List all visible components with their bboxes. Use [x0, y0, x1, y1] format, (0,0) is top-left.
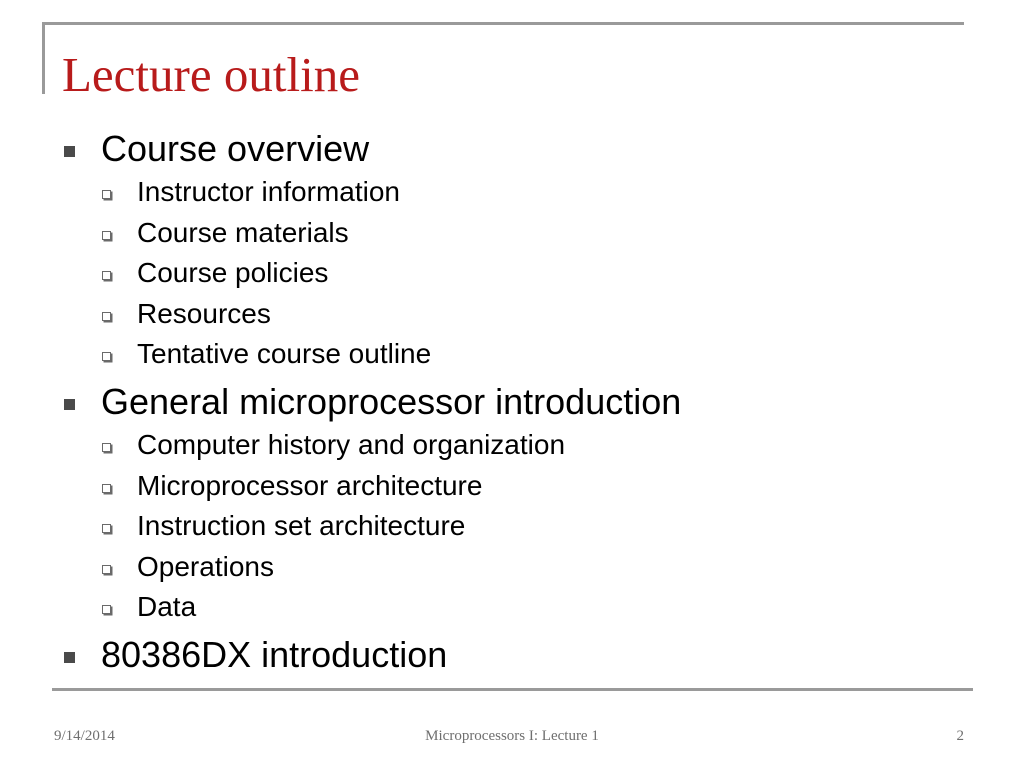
footer-rule	[52, 688, 973, 691]
subitem-label: Course policies	[137, 257, 329, 289]
subitem-label: Data	[137, 591, 197, 623]
footer-date: 9/14/2014	[54, 728, 115, 744]
outline-item-course-overview	[60, 126, 980, 172]
hollow-square-bullet-icon	[102, 443, 111, 452]
subitem-operations	[60, 547, 980, 588]
subitem-instructor-information	[60, 172, 980, 213]
hollow-square-bullet-icon	[102, 190, 111, 199]
hollow-square-bullet-icon	[102, 231, 111, 240]
subitem-course-policies	[60, 253, 980, 294]
subitem-course-materials	[60, 213, 980, 254]
subitem-label: Operations	[137, 550, 274, 582]
subitem-label: Instruction set architecture	[137, 510, 466, 542]
outline-item-label: General microprocessor introduction	[101, 380, 682, 422]
subitem-label: Tentative course outline	[137, 338, 432, 370]
subitem-label: Resources	[137, 297, 271, 329]
subitem-computer-history-and-organization	[60, 425, 980, 466]
microprocessor-introduction-subitems	[60, 425, 980, 628]
left-rule	[42, 22, 45, 94]
slide-title: Lecture outline	[62, 47, 360, 102]
outline-list	[60, 126, 980, 678]
subitem-label: Microprocessor architecture	[137, 469, 483, 501]
outline-item-general-microprocessor-introduction	[60, 379, 980, 425]
footer-course-title: Microprocessors I: Lecture 1	[425, 728, 599, 744]
filled-square-bullet-icon	[64, 399, 75, 410]
top-rule	[42, 22, 964, 25]
subitem-tentative-course-outline	[60, 334, 980, 375]
outline-item-80386dx-introduction	[60, 632, 980, 678]
hollow-square-bullet-icon	[102, 565, 111, 574]
hollow-square-bullet-icon	[102, 605, 111, 614]
subitem-label: Instructor information	[137, 176, 400, 207]
subitem-label: Course materials	[137, 216, 349, 248]
outline-item-label: 80386DX introduction	[101, 633, 448, 675]
hollow-square-bullet-icon	[102, 524, 111, 533]
outline-item-label: Course overview	[101, 128, 370, 169]
subitem-resources	[60, 294, 980, 335]
subitem-label: Computer history and organization	[137, 428, 566, 460]
course-overview-subitems	[60, 172, 980, 375]
subitem-instruction-set-architecture	[60, 506, 980, 547]
filled-square-bullet-icon	[64, 146, 75, 157]
subitem-microprocessor-architecture	[60, 466, 980, 507]
footer-page-number: 2	[956, 728, 964, 744]
hollow-square-bullet-icon	[102, 312, 111, 321]
subitem-data	[60, 587, 980, 628]
filled-square-bullet-icon	[64, 652, 75, 663]
hollow-square-bullet-icon	[102, 484, 111, 493]
hollow-square-bullet-icon	[102, 271, 111, 280]
hollow-square-bullet-icon	[102, 352, 111, 361]
